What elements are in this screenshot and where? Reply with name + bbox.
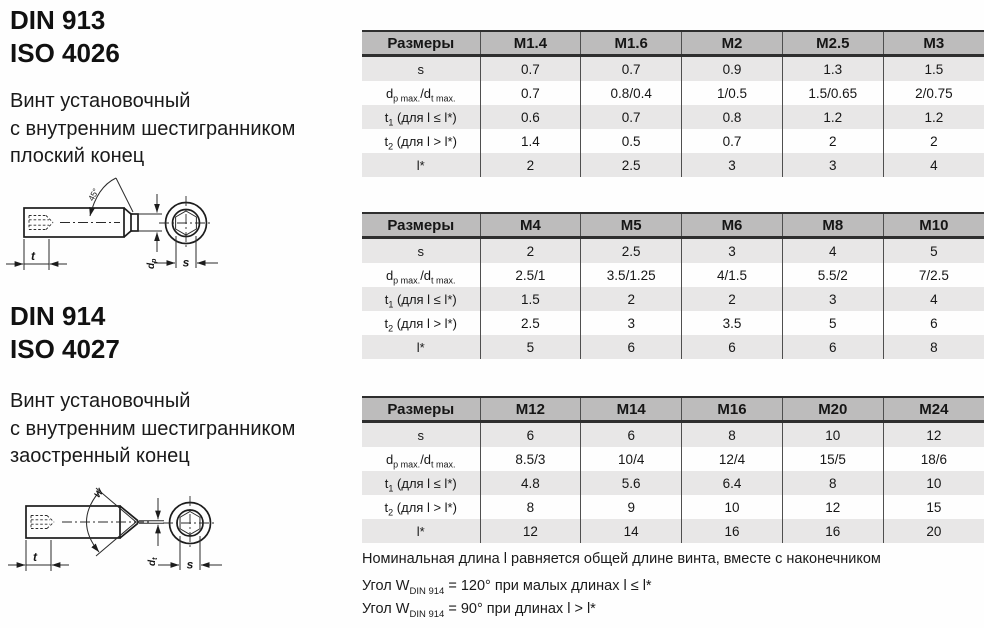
table-row: [362, 263, 984, 287]
subscript-text: 1: [388, 117, 394, 128]
value-cell: 8.5/3: [480, 447, 581, 471]
value-cell: 4: [883, 287, 984, 311]
text-segment: t: [384, 291, 389, 307]
size-column-header: M2.5: [782, 31, 883, 56]
table-row: [362, 105, 984, 129]
size-column-header: M1.6: [581, 31, 682, 56]
subscript-text: p max.: [393, 459, 421, 470]
text-segment: t: [384, 315, 389, 331]
dim-letter: d: [147, 559, 158, 566]
table-corner-header: Размеры: [362, 213, 480, 238]
size-column-header: M3: [883, 31, 984, 56]
s-dimension-label: s: [182, 255, 190, 270]
value-cell: 20: [883, 519, 984, 543]
value-cell: 0.8: [682, 105, 783, 129]
value-cell: 2.5/1: [480, 263, 581, 287]
row-label: [362, 129, 480, 153]
value-cell: 6.4: [682, 471, 783, 495]
table-row: [362, 129, 984, 153]
value-cell: 0.7: [682, 129, 783, 153]
value-cell: 2: [480, 238, 581, 264]
description-line: плоский конец: [10, 145, 145, 167]
row-label: [362, 519, 480, 543]
value-cell: 2: [581, 287, 682, 311]
value-cell: 16: [682, 519, 783, 543]
value-cell: 6: [782, 335, 883, 359]
dimension-table: [362, 212, 984, 359]
t-dimension-label: t: [33, 550, 37, 564]
dim-subscript: t: [152, 557, 159, 560]
dp-dimension: [133, 194, 162, 269]
value-cell: 3.5: [682, 311, 783, 335]
text-segment: d: [385, 267, 394, 283]
value-cell: 12: [480, 519, 581, 543]
dimensions-table-m4-to-m10: [362, 212, 984, 359]
value-cell: 8: [480, 495, 581, 519]
description-line: Винт установочный: [10, 390, 191, 412]
dim-letter: d: [146, 262, 157, 269]
subscript-text: 2: [388, 323, 394, 334]
value-cell: 8: [883, 335, 984, 359]
value-cell: 0.7: [581, 105, 682, 129]
value-cell: 0.8/0.4: [581, 81, 682, 105]
table-row: [362, 153, 984, 177]
end-view: [154, 196, 218, 270]
value-cell: 5.6: [581, 471, 682, 495]
text-segment: /d: [420, 267, 432, 283]
value-cell: 1.3: [782, 56, 883, 82]
t-dimension-label: t: [31, 249, 35, 263]
text-segment: (для l ≤ l*): [393, 291, 457, 307]
value-cell: 5: [782, 311, 883, 335]
value-cell: 10: [883, 471, 984, 495]
table-row: [362, 287, 984, 311]
chamfer-angle-label: 45°: [85, 186, 101, 203]
text-segment: t: [384, 499, 389, 515]
text-segment: t: [384, 475, 389, 491]
value-cell: 1.4: [480, 129, 581, 153]
text-segment: (для l ≤ l*): [393, 109, 457, 125]
value-cell: 3: [782, 153, 883, 177]
value-cell: 4.8: [480, 471, 581, 495]
size-column-header: M20: [782, 397, 883, 422]
value-cell: 3: [682, 238, 783, 264]
description-line: с внутренним шестигранником: [10, 417, 296, 440]
table-row: [362, 238, 984, 264]
value-cell: 3: [782, 287, 883, 311]
value-cell: 4: [883, 153, 984, 177]
value-cell: 7/2.5: [883, 263, 984, 287]
value-cell: 2: [480, 153, 581, 177]
subscript-text: t max.: [431, 93, 456, 104]
text-segment: /d: [420, 85, 432, 101]
text-segment: = 90° при длинах l > l*: [444, 601, 596, 617]
value-cell: 16: [782, 519, 883, 543]
text-segment: t: [384, 133, 389, 149]
value-cell: 12/4: [682, 447, 783, 471]
table-row: [362, 81, 984, 105]
text-segment: Номинальная длина l равняется общей длине винта, вместе с наконечником: [362, 551, 881, 567]
value-cell: 0.9: [682, 56, 783, 82]
value-cell: 2.5: [480, 311, 581, 335]
dimension-table: [362, 396, 984, 543]
value-cell: 5: [883, 238, 984, 264]
value-cell: 2.5: [581, 238, 682, 264]
standard-line: ISO 4027: [10, 334, 120, 364]
text-segment: (для l ≤ l*): [393, 475, 457, 491]
value-cell: 6: [883, 311, 984, 335]
flat-tip-outline: [131, 214, 138, 231]
value-cell: 8: [782, 471, 883, 495]
standard-line: DIN 913: [10, 5, 106, 35]
table-row: [362, 422, 984, 448]
text-segment: l*: [416, 523, 425, 539]
description-din913: [10, 88, 295, 171]
row-label: [362, 263, 480, 287]
text-segment: d: [385, 85, 394, 101]
value-cell: 6: [682, 335, 783, 359]
table-header-row: [362, 213, 984, 238]
value-cell: 12: [782, 495, 883, 519]
value-cell: 6: [581, 422, 682, 448]
s-dimension-label: s: [186, 557, 194, 572]
hex-socket-hidden-lines: [31, 516, 54, 529]
value-cell: 15/5: [782, 447, 883, 471]
value-cell: 5.5/2: [782, 263, 883, 287]
note-angle-90: [362, 601, 596, 620]
value-cell: 0.6: [480, 105, 581, 129]
hex-socket-hidden-lines: [29, 216, 53, 230]
standard-line: DIN 914: [10, 301, 106, 331]
value-cell: 2: [682, 287, 783, 311]
standard-title-din913: [10, 4, 120, 70]
size-column-header: M4: [480, 213, 581, 238]
value-cell: 0.7: [581, 56, 682, 82]
value-cell: 1/0.5: [682, 81, 783, 105]
value-cell: 4: [782, 238, 883, 264]
size-column-header: M5: [581, 213, 682, 238]
value-cell: 2: [883, 129, 984, 153]
row-label: [362, 335, 480, 359]
size-column-header: M24: [883, 397, 984, 422]
text-segment: Угол W: [362, 601, 410, 617]
point-angle-callout: [87, 486, 137, 556]
size-column-header: M8: [782, 213, 883, 238]
row-label: [362, 471, 480, 495]
table-row: [362, 471, 984, 495]
value-cell: 10: [682, 495, 783, 519]
value-cell: 2: [782, 129, 883, 153]
text-segment: s: [417, 61, 424, 77]
table-row: [362, 335, 984, 359]
row-label: [362, 495, 480, 519]
size-column-header: M12: [480, 397, 581, 422]
value-cell: 1.2: [782, 105, 883, 129]
text-segment: l*: [416, 339, 425, 355]
description-din914: [10, 388, 295, 471]
value-cell: 4/1.5: [682, 263, 783, 287]
dimensions-table-m1-4-to-m3: [362, 30, 984, 177]
value-cell: 1.2: [883, 105, 984, 129]
text-segment: s: [417, 427, 424, 443]
dt-dimension-label: [147, 557, 159, 566]
row-label: [362, 422, 480, 448]
size-column-header: M14: [581, 397, 682, 422]
value-cell: 2/0.75: [883, 81, 984, 105]
table-row: [362, 56, 984, 82]
text-segment: t: [384, 109, 389, 125]
value-cell: 8: [682, 422, 783, 448]
row-label: [362, 56, 480, 82]
value-cell: 6: [581, 335, 682, 359]
size-column-header: M6: [682, 213, 783, 238]
table-row: [362, 495, 984, 519]
value-cell: 18/6: [883, 447, 984, 471]
value-cell: 1.5: [883, 56, 984, 82]
value-cell: 5: [480, 335, 581, 359]
note-nominal-length: [362, 551, 881, 567]
value-cell: 14: [581, 519, 682, 543]
subscript-text: t max.: [431, 459, 456, 470]
text-segment: (для l > l*): [393, 499, 457, 515]
value-cell: 1.5/0.65: [782, 81, 883, 105]
value-cell: 12: [883, 422, 984, 448]
text-segment: /d: [420, 451, 432, 467]
value-cell: 15: [883, 495, 984, 519]
table-row: [362, 519, 984, 543]
text-segment: l*: [416, 157, 425, 173]
t-dimension: [6, 239, 67, 270]
table-row: [362, 311, 984, 335]
subscript-text: 1: [388, 483, 394, 494]
value-cell: 0.7: [480, 81, 581, 105]
description-line: заостренный конец: [10, 445, 190, 467]
description-line: с внутренним шестигранником: [10, 117, 296, 140]
value-cell: 3: [682, 153, 783, 177]
dimension-table: [362, 30, 984, 177]
value-cell: 6: [480, 422, 581, 448]
subscript-text: DIN 914: [409, 608, 445, 620]
row-label: [362, 447, 480, 471]
dt-dimension: [139, 498, 164, 566]
table-corner-header: Размеры: [362, 31, 480, 56]
table-corner-header: Размеры: [362, 397, 480, 422]
text-segment: Угол W: [362, 578, 410, 594]
t-dimension: [8, 540, 69, 571]
value-cell: 3.5/1.25: [581, 263, 682, 287]
flat-point-set-screw-drawing: [2, 172, 234, 286]
row-label: [362, 105, 480, 129]
standard-line: ISO 4026: [10, 38, 120, 68]
row-label: [362, 81, 480, 105]
subscript-text: 2: [388, 141, 394, 152]
value-cell: 2.5: [581, 153, 682, 177]
row-label: [362, 238, 480, 264]
value-cell: 1.5: [480, 287, 581, 311]
cone-point-set-screw-drawing: [2, 478, 238, 578]
text-segment: (для l > l*): [393, 315, 457, 331]
text-segment: d: [385, 451, 394, 467]
subscript-text: DIN 914: [409, 585, 445, 597]
text-segment: (для l > l*): [393, 133, 457, 149]
subscript-text: t max.: [431, 275, 456, 286]
size-column-header: M10: [883, 213, 984, 238]
value-cell: 10/4: [581, 447, 682, 471]
table-header-row: [362, 31, 984, 56]
value-cell: 0.5: [581, 129, 682, 153]
description-line: Винт установочный: [10, 90, 191, 112]
size-column-header: M1.4: [480, 31, 581, 56]
size-column-header: M16: [682, 397, 783, 422]
row-label: [362, 287, 480, 311]
text-segment: = 120° при малых длинах l ≤ l*: [444, 578, 652, 594]
value-cell: 10: [782, 422, 883, 448]
note-angle-120: [362, 578, 652, 597]
dimensions-table-m12-to-m24: [362, 396, 984, 543]
end-view: [158, 496, 222, 572]
table-header-row: [362, 397, 984, 422]
value-cell: 3: [581, 311, 682, 335]
subscript-text: p max.: [393, 93, 421, 104]
text-segment: s: [417, 243, 424, 259]
subscript-text: 2: [388, 507, 394, 518]
subscript-text: 1: [388, 299, 394, 310]
value-cell: 0.7: [480, 56, 581, 82]
subscript-text: p max.: [393, 275, 421, 286]
point-angle-label: W: [92, 486, 106, 500]
table-row: [362, 447, 984, 471]
dim-subscript: p: [151, 258, 158, 263]
size-column-header: M2: [682, 31, 783, 56]
standard-title-din914: [10, 300, 120, 366]
row-label: [362, 311, 480, 335]
row-label: [362, 153, 480, 177]
value-cell: 9: [581, 495, 682, 519]
